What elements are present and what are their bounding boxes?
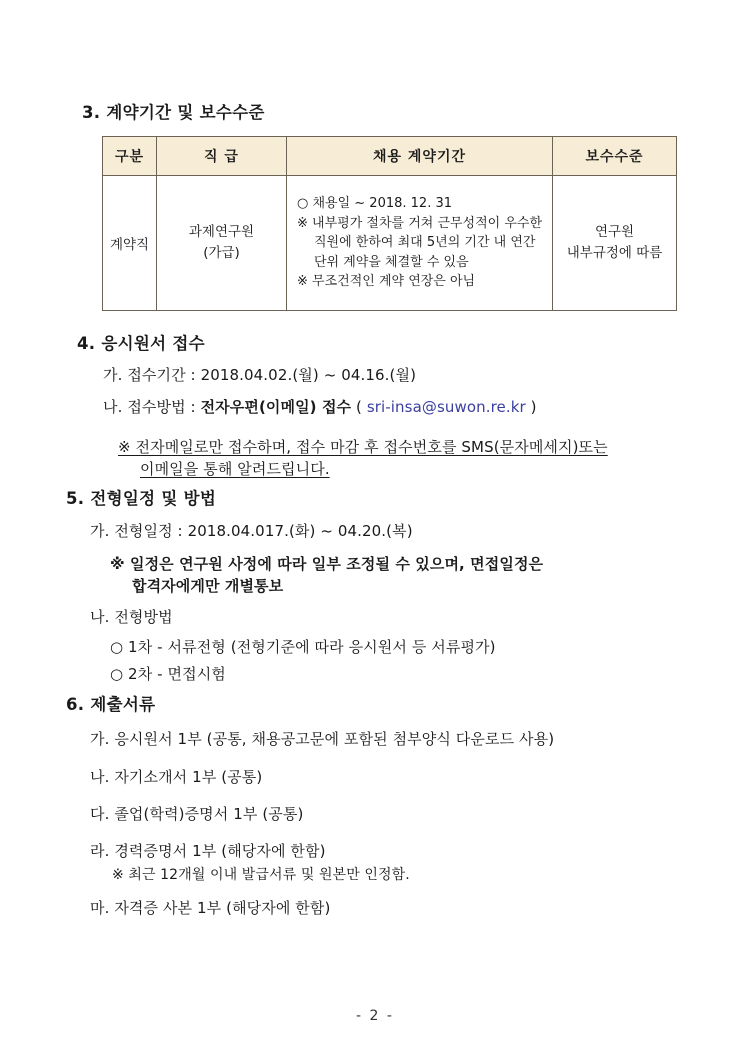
section-4-note — [118, 436, 608, 480]
period-item-2-line3: 단위 계약을 체결할 수 있음 — [314, 254, 469, 270]
contract-period-table — [102, 136, 677, 311]
section-5-note-line2: 합격자에게만 개별통보 — [132, 577, 284, 596]
section-3-heading: 3. 계약기간 및 보수수준 — [82, 103, 265, 122]
gubun-value: 계약직 — [109, 237, 150, 253]
table-header-period: 채용 계약기간 — [287, 137, 553, 176]
section-4-note-line1: ※ 전자메일로만 접수하며, 접수 마감 후 접수번호를 SMS(문자메세지)또는 — [118, 438, 608, 456]
pay-value-line1: 연구원 — [594, 224, 635, 241]
section-4-heading: 4. 응시원서 접수 — [77, 334, 205, 353]
section-6-item-ra: 라. 경력증명서 1부 (해당자에 한함) — [90, 842, 326, 860]
section-5-note-line1: ※ 일정은 연구원 사정에 따라 일부 조정될 수 있으며, 면접일정은 — [110, 555, 544, 573]
period-item-2-line1-text: ※ 내부평가 절차를 거쳐 근무성적이 우수한 — [297, 215, 543, 231]
period-item-2-line2: 직원에 한하여 최대 5년의 기간 내 연간 — [314, 235, 536, 251]
application-email-link[interactable]: sri-insa@suwon.re.kr — [366, 398, 526, 416]
section-4-note-line2: 이메일을 통해 알려드립니다. — [140, 460, 330, 479]
section-6-item-ga: 가. 응시원서 1부 (공통, 채용공고문에 포함된 첨부양식 다운로드 사용) — [90, 730, 555, 748]
table-cell-period — [287, 176, 553, 311]
section-5-bullet-2: ○ 2차 - 면접시험 — [110, 665, 226, 683]
section-6-item-na: 나. 자기소개서 1부 (공통) — [90, 768, 263, 786]
table-header-row — [103, 137, 677, 176]
table-header-jikgeup: 직 급 — [157, 137, 287, 176]
table-header-gubun: 구분 — [103, 137, 157, 176]
section-4-item-ga: 가. 접수기간 : 2018.04.02.(월) ~ 04.16.(월) — [103, 366, 417, 384]
item-na-paren-close: ) — [525, 398, 537, 416]
period-item-2-line1 — [297, 214, 546, 234]
section-4-item-na — [103, 398, 537, 418]
table-cell-pay — [553, 176, 677, 311]
section-5-bullet-1: ○ 1차 - 서류전형 (전형기준에 따라 응시원서 등 서류평가) — [110, 638, 496, 656]
section-6-item-da: 다. 졸업(학력)증명서 1부 (공통) — [90, 805, 304, 823]
section-5-note — [110, 553, 543, 597]
item-na-prefix: 나. 접수방법 : — [103, 398, 201, 416]
section-5-heading: 5. 전형일정 및 방법 — [66, 489, 217, 508]
table-header-pay: 보수수준 — [553, 137, 677, 176]
table-cell-gubun — [103, 176, 157, 311]
jikgeup-value-line2: (가급) — [203, 245, 240, 261]
section-6-item-ra-note: ※ 최근 12개월 이내 발급서류 및 원본만 인정함. — [112, 867, 410, 883]
section-6-item-ma: 마. 자격증 사본 1부 (해당자에 한함) — [90, 899, 331, 917]
page-number: - 2 - — [356, 1008, 394, 1024]
section-5-item-ga: 가. 전형일정 : 2018.04.017.(화) ~ 04.20.(복) — [90, 522, 413, 540]
period-item-3: ※ 무조건적인 계약 연장은 아님 — [297, 274, 476, 290]
table-row — [103, 176, 677, 311]
section-6-heading: 6. 제출서류 — [66, 695, 156, 714]
table-cell-jikgeup — [157, 176, 287, 311]
section-5-item-na: 나. 전형방법 — [90, 608, 173, 626]
item-na-paren-open: ( — [351, 398, 367, 416]
pay-value-line2: 내부규정에 따름 — [566, 245, 663, 261]
jikgeup-value-line1: 과제연구원 — [188, 224, 255, 241]
item-na-method: 전자우편(이메일) 접수 — [200, 398, 352, 416]
period-item-1: ○ 채용일 ~ 2018. 12. 31 — [297, 196, 453, 212]
